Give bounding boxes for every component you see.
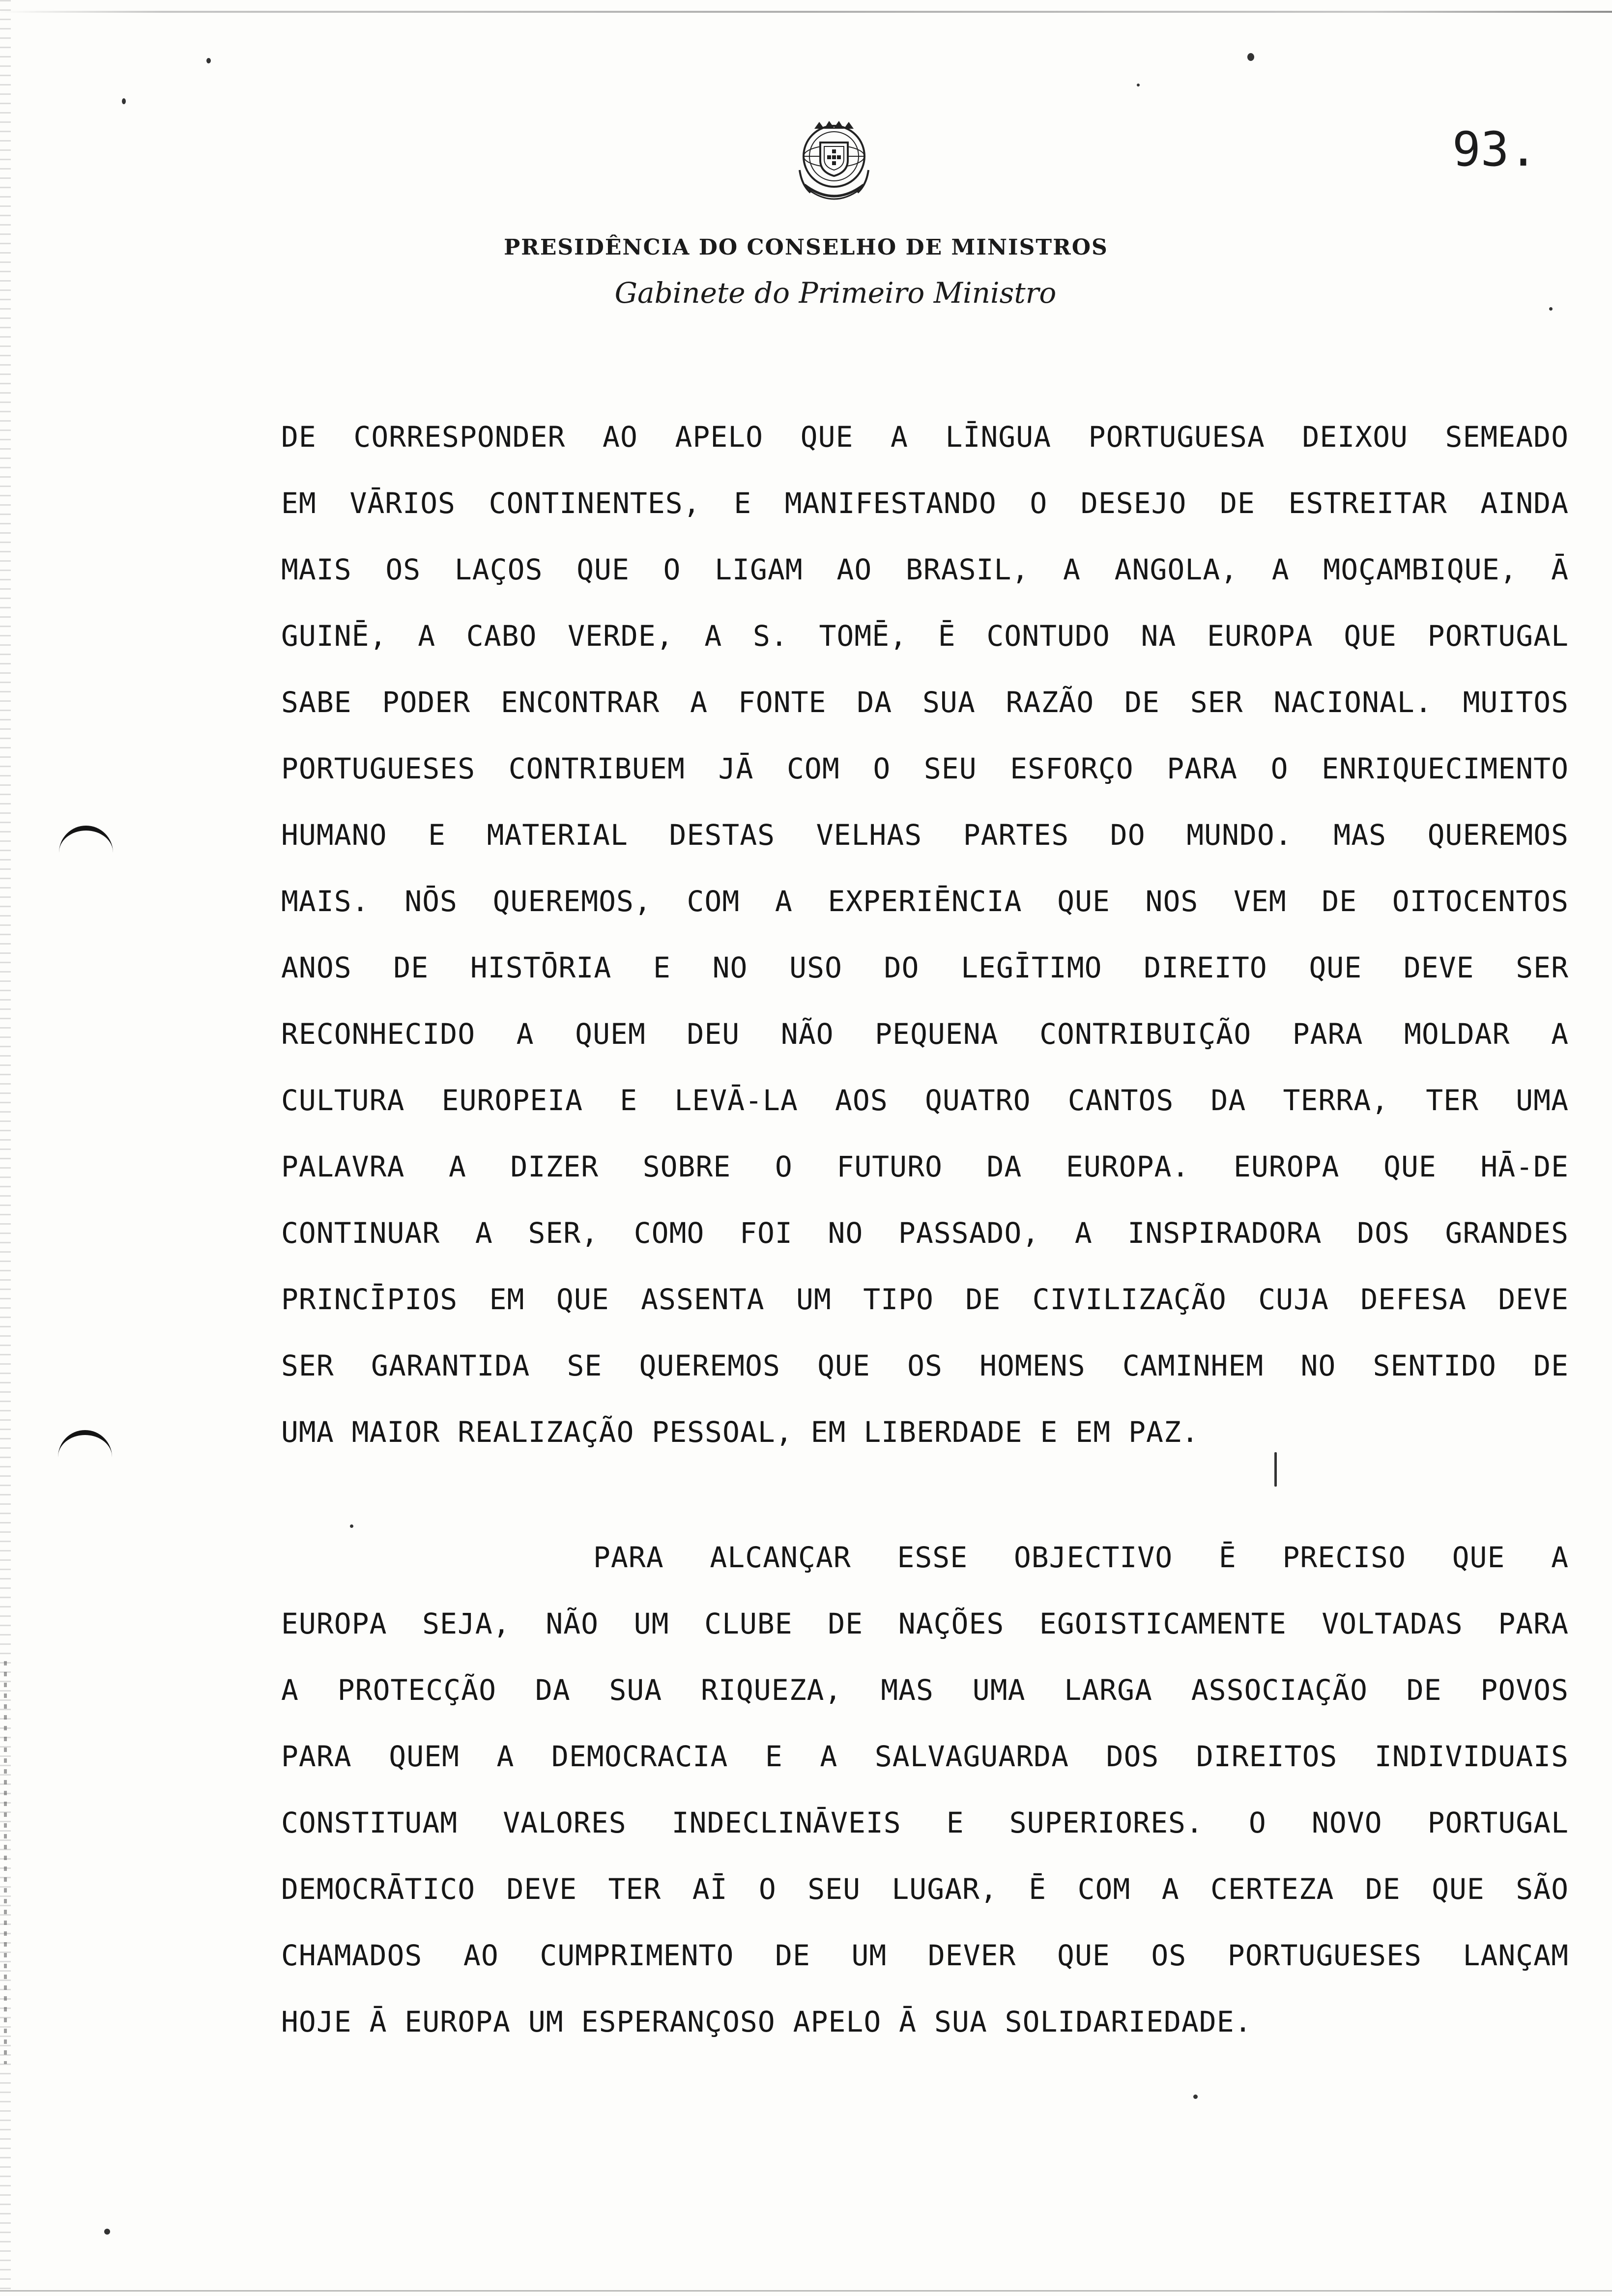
punch-hole-mark — [59, 826, 113, 853]
text-line: CULTURA EUROPEIA E LEVĀ-LA AOS QUATRO CANTOS DA TERRA, TER UMA — [281, 1084, 1569, 1117]
text-line: PALAVRA A DIZER SOBRE O FUTURO DA EUROPA. EUROPA QUE HĀ-DE — [281, 1150, 1569, 1183]
text-line: HOJE Ā EUROPA UM ESPERANÇOSO APELO Ā SUA SOLIDARIEDADE. — [281, 2005, 1252, 2038]
scan-speck — [122, 98, 126, 104]
scan-edge-top — [0, 11, 1612, 13]
portugal-coat-of-arms-emblem — [785, 111, 883, 209]
scan-edge-left-dark — [4, 1661, 7, 2064]
text-line: SER GARANTIDA SE QUEREMOS QUE OS HOMENS CAMINHEM NO SENTIDO DE — [281, 1349, 1569, 1382]
text-line: GUINĒ, A CABO VERDE, A S. TOMĒ, Ē CONTUDO NA EUROPA QUE PORTUGAL — [281, 619, 1569, 653]
paragraph-2 — [281, 1524, 1569, 2055]
punch-hole-mark — [58, 1430, 112, 1458]
scan-edge-bottom — [0, 2290, 1612, 2292]
text-line: EUROPA SEJA, NÃO UM CLUBE DE NAÇÕES EGOISTICAMENTE VOLTADAS PARA — [281, 1607, 1569, 1640]
scan-speck — [1193, 2095, 1198, 2099]
text-line: CONTINUAR A SER, COMO FOI NO PASSADO, A INSPIRADORA DOS GRANDES — [281, 1216, 1569, 1250]
organization-heading: PRESIDÊNCIA DO CONSELHO DE MINISTROS — [504, 235, 1108, 260]
text-line: MAIS OS LAÇOS QUE O LIGAM AO BRASIL, A ANGOLA, A MOÇAMBIQUE, Ā — [281, 553, 1569, 586]
office-subheading: Gabinete do Primeiro Ministro — [614, 276, 1057, 310]
scan-speck — [1247, 53, 1254, 61]
page-number: 93. — [1452, 122, 1538, 177]
text-line: HUMANO E MATERIAL DESTAS VELHAS PARTES DO MUNDO. MAS QUEREMOS — [281, 818, 1569, 852]
text-line: PARA ALCANÇAR ESSE OBJECTIVO Ē PRECISO QUE A — [593, 1541, 1569, 1574]
paragraph-1 — [281, 404, 1569, 1465]
text-line: ANOS DE HISTŌRIA E NO USO DO LEGĪTIMO DIREITO QUE DEVE SER — [281, 951, 1569, 984]
text-line: MAIS. NŌS QUEREMOS, COM A EXPERIĒNCIA QUE NOS VEM DE OITOCENTOS — [281, 885, 1569, 918]
text-line: DE CORRESPONDER AO APELO QUE A LĪNGUA PORTUGUESA DEIXOU SEMEADO — [281, 420, 1569, 454]
scan-speck — [104, 2229, 110, 2235]
scan-speck — [206, 58, 211, 63]
text-line: DEMOCRĀTICO DEVE TER AĪ O SEU LUGAR, Ē COM A CERTEZA DE QUE SÃO — [281, 1872, 1569, 1906]
text-line: RECONHECIDO A QUEM DEU NÃO PEQUENA CONTRIBUIÇÃO PARA MOLDAR A — [281, 1017, 1569, 1051]
text-line: PORTUGUESES CONTRIBUEM JĀ COM O SEU ESFORÇO PARA O ENRIQUECIMENTO — [281, 752, 1569, 785]
text-line: UMA MAIOR REALIZAÇÃO PESSOAL, EM LIBERDADE E EM PAZ. — [281, 1415, 1199, 1449]
text-line: SABE PODER ENCONTRAR A FONTE DA SUA RAZÃO DE SER NACIONAL. MUITOS — [281, 686, 1569, 719]
text-line: PARA QUEM A DEMOCRACIA E A SALVAGUARDA DOS DIREITOS INDIVIDUAIS — [281, 1740, 1569, 1773]
text-line: CHAMADOS AO CUMPRIMENTO DE UM DEVER QUE OS PORTUGUESES LANÇAM — [281, 1939, 1569, 1972]
text-line: CONSTITUAM VALORES INDECLINĀVEIS E SUPERIORES. O NOVO PORTUGAL — [281, 1806, 1569, 1839]
text-line: PRINCĪPIOS EM QUE ASSENTA UM TIPO DE CIVILIZAÇÃO CUJA DEFESA DEVE — [281, 1283, 1569, 1316]
text-line: A PROTECÇÃO DA SUA RIQUEZA, MAS UMA LARGA ASSOCIAÇÃO DE POVOS — [281, 1673, 1569, 1707]
text-line: EM VĀRIOS CONTINENTES, E MANIFESTANDO O DESEJO DE ESTREITAR AINDA — [281, 487, 1569, 520]
scan-speck — [1137, 84, 1140, 86]
